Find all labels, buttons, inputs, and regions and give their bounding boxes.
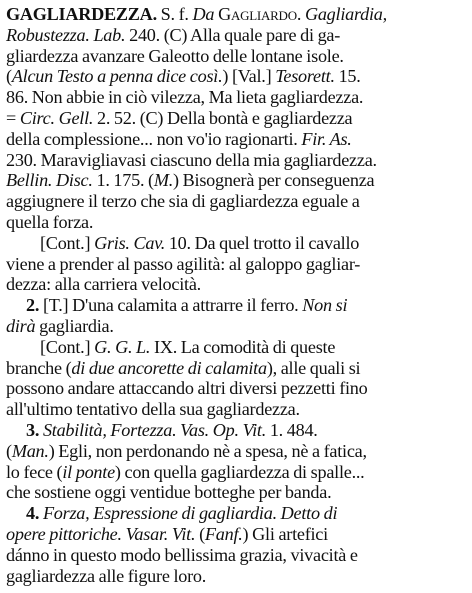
citation-text: aggiugnere il terzo che sia di gagliardezza eguale a [6, 191, 360, 212]
entry-line [6, 566, 466, 587]
citation-text: ) Gli artefici [242, 523, 328, 544]
citation-text: ) Bisognerà per conseguenza [173, 170, 375, 191]
citation-text: dánno in questo modo bellissima grazia, vivacità e [6, 544, 358, 565]
sense-number: 2. [26, 295, 40, 316]
citation-text: ), alle quali si [266, 357, 361, 378]
editorial-note: Alcun Testo a penna dice così. [11, 66, 223, 87]
definition-text: dirà [6, 315, 36, 336]
sense-number: 4. [26, 503, 40, 524]
entry-line [6, 295, 466, 316]
entry-line [6, 46, 466, 67]
dictionary-entry [6, 4, 466, 586]
source-ref: Gris. Cav. [94, 232, 166, 253]
citation-text: gagliardezza alle figure loro. [6, 565, 207, 586]
citation-text: [Cont.] [40, 232, 95, 253]
punct: ( [195, 523, 205, 544]
entry-line [6, 378, 466, 399]
punct: = [6, 107, 20, 128]
source-ref: Fir. As. [301, 128, 352, 149]
definition-text: gagliardia. [35, 315, 114, 336]
citation-text: [Cont.] [40, 336, 95, 357]
editor-mark: Fanf. [204, 523, 243, 544]
entry-line [6, 441, 466, 462]
citation-text: che sostiene oggi ventidue botteghe per banda. [6, 482, 332, 503]
entry-line [6, 233, 466, 254]
definition-text: [T.] D'una calamita a attrarre il ferro. [39, 295, 303, 316]
citation-text: ) con quella gagliardezza di spalle... [114, 461, 365, 482]
citation-text: 86. Non abbie in ciò vilezza, Ma lieta gagliardezza. [6, 87, 364, 108]
definition-text: Non si [302, 295, 348, 316]
editor-mark: Man. [11, 440, 49, 461]
citation-text: all'ultimo tentativo della sua gagliardezza. [6, 399, 300, 420]
definition-text: Stabilità, Fortezza. Vas. Op. Vit. [42, 419, 267, 440]
entry-line [6, 212, 466, 233]
editor-mark: M. [153, 170, 174, 191]
citation-text: della complessione... non vo'io ragionarti. [6, 128, 302, 149]
source-ref: Circ. Gell. [19, 107, 94, 128]
entry-line [6, 503, 466, 524]
entry-line [6, 129, 466, 150]
entry-line [6, 87, 466, 108]
entry-line [6, 191, 466, 212]
punct: ( [6, 440, 12, 461]
entry-line [6, 254, 466, 275]
derivation-label: Da [192, 4, 215, 24]
citation-text: gliardezza avanzare Galeotto delle lontane isole. [6, 45, 344, 66]
entry-line [6, 274, 466, 295]
citation-text: possono andare attaccando altri diversi pezzetti fino [6, 378, 368, 399]
punct: ( [6, 66, 12, 87]
entry-line [6, 316, 466, 337]
entry-line [6, 66, 466, 87]
entry-line [6, 150, 466, 171]
headword: GAGLIARDEZZA. [6, 4, 157, 24]
citation-text: 240. (C) Alla quale pare di ga- [125, 24, 341, 45]
entry-line [6, 170, 466, 191]
citation-text: ) Egli, non perdonando nè a spesa, nè a fatica, [48, 440, 367, 461]
source-ref: Tesorett. [275, 66, 335, 87]
citation-text: quella forza. [6, 211, 94, 232]
definition-text: Forza, Espressione di gagliardia. Detto di [42, 503, 338, 524]
synonym: Gagliardia, [304, 4, 387, 24]
entry-line [6, 545, 466, 566]
etymon: Gagliardo. [218, 4, 302, 24]
entry-line [6, 524, 466, 545]
grammar-label: S. f. [156, 4, 193, 24]
citation-text: 2. 52. (C) Della bontà e gagliardezza [93, 107, 353, 128]
citation-text: IX. La comodità di queste [150, 336, 336, 357]
entry-line [6, 25, 466, 46]
source-ref: Lab. [93, 24, 126, 45]
entry-line [6, 4, 466, 25]
citation-text: viene a prender al passo agilità: al galoppo gagliar- [6, 253, 361, 274]
citation-text: ) [Val.] [222, 66, 276, 87]
entry-line [6, 482, 466, 503]
citation-text: lo fece ( [6, 461, 63, 482]
source-ref: G. G. L. [94, 336, 151, 357]
entry-line [6, 420, 466, 441]
editorial-note: il ponte [62, 461, 115, 482]
citation-text: dezza: alla carriera velocità. [6, 274, 201, 295]
citation-text: 15. [334, 66, 361, 87]
entry-line [6, 399, 466, 420]
citation-text: 1. 175. ( [92, 170, 154, 191]
entry-line [6, 337, 466, 358]
citation-text: branche ( [6, 357, 72, 378]
definition-text: opere pittoriche. Vasar. Vit. [6, 523, 196, 544]
source-ref: Bellin. Disc. [6, 170, 93, 191]
citation-text: 1. 484. [266, 419, 318, 440]
synonym: Robustezza. [6, 24, 90, 45]
entry-line [6, 462, 466, 483]
citation-text: 10. Da quel trotto il cavallo [165, 232, 360, 253]
editorial-note: di due ancorette di calamita [71, 357, 267, 378]
entry-line [6, 358, 466, 379]
entry-line [6, 108, 466, 129]
sense-number: 3. [26, 419, 40, 440]
citation-text: 230. Maravigliavasi ciascuno della mia gagliardezza. [6, 149, 377, 170]
